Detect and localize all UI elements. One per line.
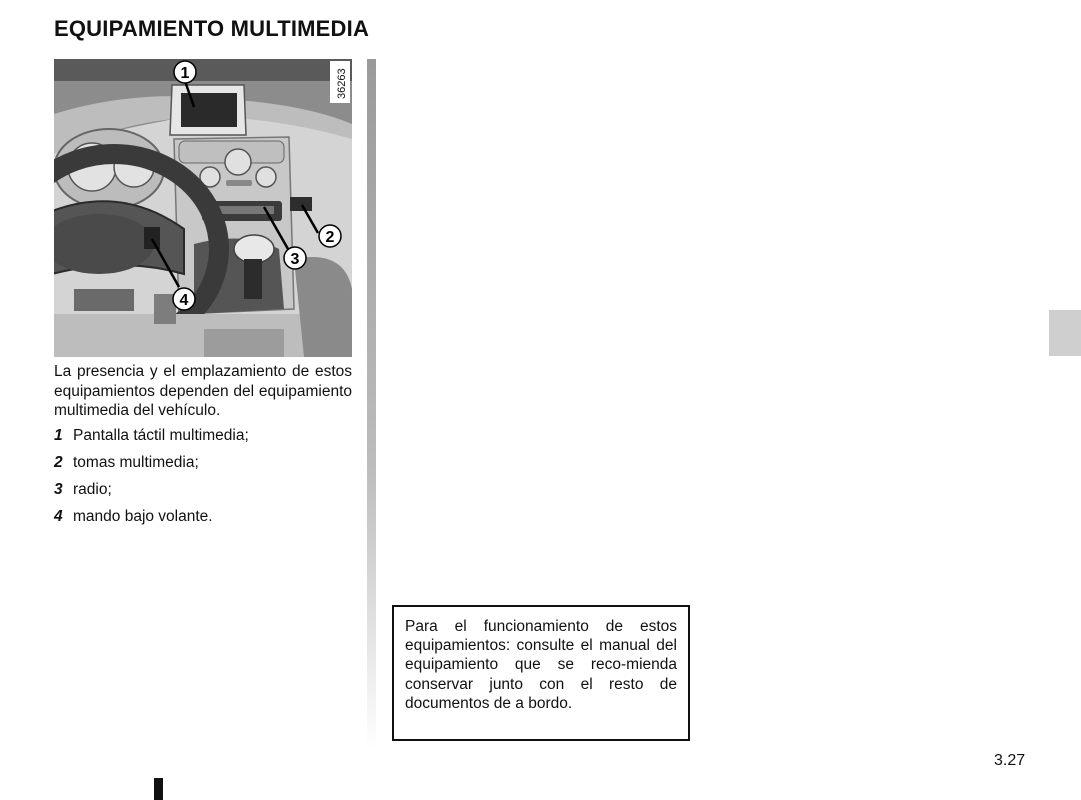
image-code: 36263 (336, 68, 348, 99)
column-divider (367, 59, 376, 749)
item-number: 2 (54, 454, 63, 471)
list-item (54, 453, 352, 480)
svg-text:3: 3 (290, 251, 300, 268)
item-number: 3 (54, 481, 63, 498)
callout-3 (284, 247, 306, 269)
equipment-list (54, 426, 352, 534)
item-label: radio; (73, 481, 112, 498)
item-label: mando bajo volante. (73, 508, 213, 525)
intro-paragraph: La presencia y el emplazamiento de estos equipamientos dependen del equipamiento multimedia del vehículo. (54, 363, 352, 419)
list-item (54, 507, 352, 534)
list-item (54, 426, 352, 453)
item-label: Pantalla táctil multimedia; (73, 427, 249, 444)
callout-2 (319, 225, 341, 247)
page-title: EQUIPAMIENTO MULTIMEDIA (54, 16, 370, 41)
callout-1 (174, 61, 196, 83)
section-tab (1049, 310, 1081, 356)
list-item (54, 480, 352, 507)
note-box: Para el funcionamiento de estos equipamientos: consulte el manual del equipamiento que se reco-mienda conservar junto con el resto de documentos de a bordo. (392, 605, 690, 741)
page-marker (154, 778, 163, 800)
svg-text:2: 2 (325, 229, 335, 246)
svg-text:4: 4 (179, 292, 189, 309)
svg-text:1: 1 (180, 65, 190, 82)
item-number: 4 (54, 508, 63, 525)
item-number: 1 (54, 427, 63, 444)
item-label: tomas multimedia; (73, 454, 199, 471)
callout-4 (173, 288, 195, 310)
dashboard-illustration (54, 59, 352, 357)
page-number: 3.27 (994, 752, 1026, 769)
